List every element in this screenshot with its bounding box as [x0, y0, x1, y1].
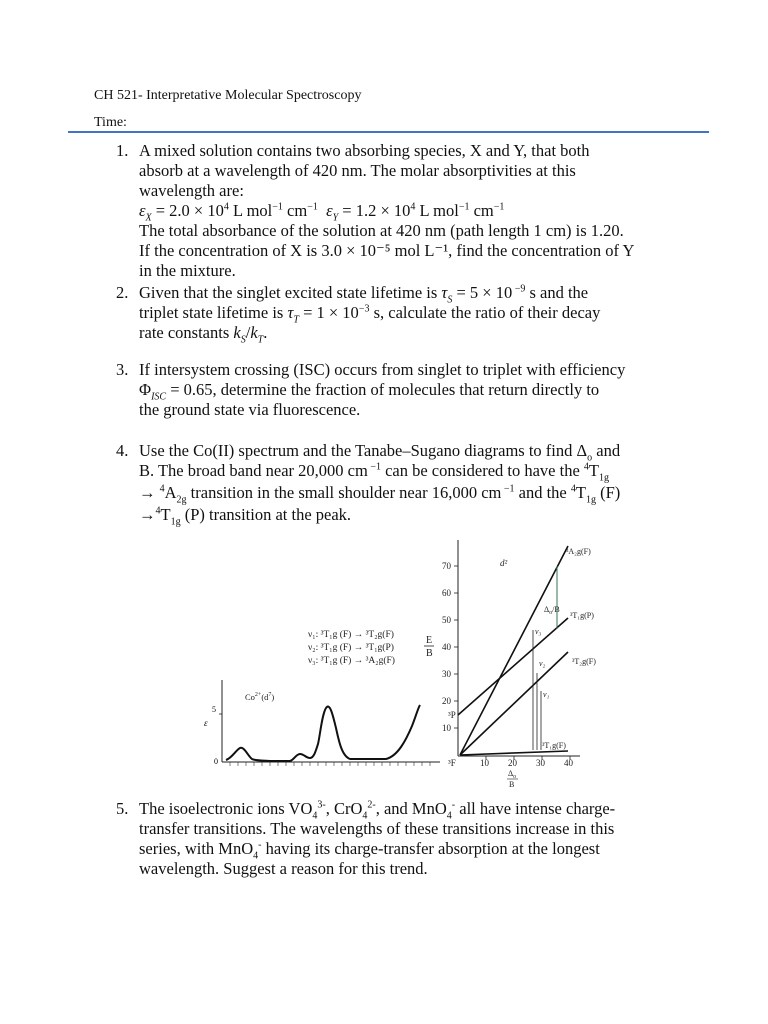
- question-number: 3.: [116, 360, 129, 379]
- q5-line-1: The isoelectronic ions $VO_4^{3-}$, CrO$_4^{2-}$, and MnO$_4$- all have intense charge-: [139, 799, 616, 822]
- eb-label-num: E: [426, 635, 433, 646]
- spectrum-label: $Co^{2+}(d^7)$: [245, 692, 275, 702]
- question-4: [116, 441, 676, 528]
- question-number: 1.: [116, 141, 129, 160]
- spectrum-y-0: 0: [214, 757, 218, 766]
- ts-x-label-den: B: [509, 780, 515, 789]
- ts-x-label: $\Delta_o$: [508, 769, 517, 780]
- spectrum-y-5: 5: [212, 705, 216, 714]
- q4-line-4: $\to^4T_{1g}$ (P) transition at the peak.: [139, 505, 352, 528]
- question-2: [116, 283, 676, 346]
- q5-line-2: transfer transitions. The wavelengths of these transitions increase in this: [139, 819, 615, 838]
- time-label: Time:: [94, 115, 127, 130]
- ts-x-tick: 10: [480, 758, 489, 768]
- transition-v1: ν₁: ³T₁g (F) → ³T₂g(F): [308, 630, 394, 640]
- q1-line-6: If the concentration of X is 3.0 × 10⁻⁵ mol L⁻¹, find the concentration of Y: [139, 241, 635, 260]
- q2-line-2: triplet state lifetime is $\tau_T = 1 \times 10^{-3}$ s, calculate the ratio of their decay: [139, 303, 601, 326]
- q3-line-1: If intersystem crossing (ISC) occurs from singlet to triplet with efficiency: [139, 360, 626, 379]
- question-number: 5.: [116, 799, 129, 818]
- ts-y-tick: 70: [442, 561, 451, 571]
- ts-label-A2g: ³A₂g(F): [566, 547, 591, 556]
- q3-line-2: $\Phi_{ISC} = 0.65$, determine the fraction of molecules that return directly to: [139, 380, 600, 403]
- q1-line-2: absorb at a wavelength of 420 nm. The molar absorptivities at this: [139, 161, 576, 180]
- ts-v2-label: ν₂: [539, 659, 546, 668]
- ts-line-A2g: [460, 546, 568, 755]
- ts-v3-label: ν₃: [535, 627, 542, 636]
- q4-line-2: B. The broad band near 20,000 cm $^{-1}$ can be considered to have the $^4T_{1g}$: [139, 461, 610, 484]
- ts-y-tick: 10: [442, 723, 451, 733]
- q4-line-1: Use the Co(II) spectrum and the Tanabe–Sugano diagrams to find $\Delta_o$ and: [139, 441, 621, 464]
- ts-slope-label: $\Delta_o/B$: [544, 605, 560, 616]
- ts-label-T1gP: ³T₁g(P): [570, 611, 594, 620]
- ts-line-T1gP: [458, 618, 568, 715]
- q2-line-3: rate constants $k_S/k_T$.: [139, 323, 268, 346]
- q1-line-3: wavelength are:: [139, 181, 244, 200]
- co-spectrum: [204, 680, 440, 766]
- spectrum-y-label: ε: [204, 718, 208, 728]
- question-number: 2.: [116, 283, 129, 302]
- q5-line-3: series, with MnO$_4$- having its charge-transfer absorption at the longest: [139, 839, 600, 862]
- spectrum-figure: [190, 530, 610, 790]
- q2-line-1: Given that the singlet excited state lifetime is $\tau_S = 5 \times 10$ $^{-9}$ s and the: [139, 283, 589, 306]
- ts-x-tick: 20: [508, 758, 517, 768]
- q1-line-1: A mixed solution contains two absorbing species, X and Y, that both: [139, 141, 590, 160]
- ts-y-tick: 20: [442, 696, 451, 706]
- ts-y-tick: 50: [442, 615, 451, 625]
- q4-line-3: → $^4A_{2g}$ transition in the small shoulder near 16,000 cm $^{-1}$ and the $^4T_{1g}$ (F): [139, 483, 621, 506]
- course-title: CH 521- Interpretative Molecular Spectroscopy: [94, 88, 362, 103]
- question-5: [116, 799, 676, 879]
- tanabe-sugano-diagram: [442, 540, 596, 789]
- header-divider: [68, 131, 709, 133]
- q1-line-7: in the mixture.: [139, 261, 236, 280]
- ts-d2-label: d²: [500, 558, 508, 568]
- eb-label-den: B: [426, 648, 433, 659]
- transition-v2: ν₂: ³T₁g (F) → ³T₁g(P): [308, 643, 394, 653]
- ts-label-T2gF: ³T₂g(F): [572, 657, 596, 666]
- ts-origin-F: ³F: [448, 758, 456, 768]
- q1-line-5: The total absorbance of the solution at 420 nm (path length 1 cm) is 1.20.: [139, 221, 624, 240]
- transition-v3: ν₃: ³T₁g (F) → ³A₂g(F): [308, 656, 395, 666]
- question-1: [116, 141, 676, 281]
- ts-x-tick: 40: [564, 758, 573, 768]
- transition-legend: [308, 629, 434, 666]
- q3-line-3: the ground state via fluorescence.: [139, 400, 361, 419]
- ts-y-tick: 30: [442, 669, 451, 679]
- question-number: 4.: [116, 441, 129, 460]
- ts-x-tick: 30: [536, 758, 545, 768]
- ts-origin-P: ³P: [448, 710, 456, 720]
- ts-line-T2gF: [460, 652, 568, 755]
- question-3: [116, 360, 676, 420]
- absorption-curve: [226, 705, 420, 761]
- ts-y-tick: 40: [442, 642, 451, 652]
- ts-v1-label: ν₁: [543, 690, 550, 699]
- ts-line-T1gF: [460, 751, 568, 755]
- ts-y-tick: 60: [442, 588, 451, 598]
- q5-line-4: wavelength. Suggest a reason for this trend.: [139, 859, 428, 878]
- q1-absorptivities: $\varepsilon_X = 2.0 \times 10^4$ L mol$^{-1}$ $cm^{-1}$ $\varepsilon_Y = 1.2 \times 10^4$ L mol$^{-1}$ $cm^{-1}$: [139, 201, 505, 224]
- ts-label-T1gF: ³T₁g(F): [542, 741, 566, 750]
